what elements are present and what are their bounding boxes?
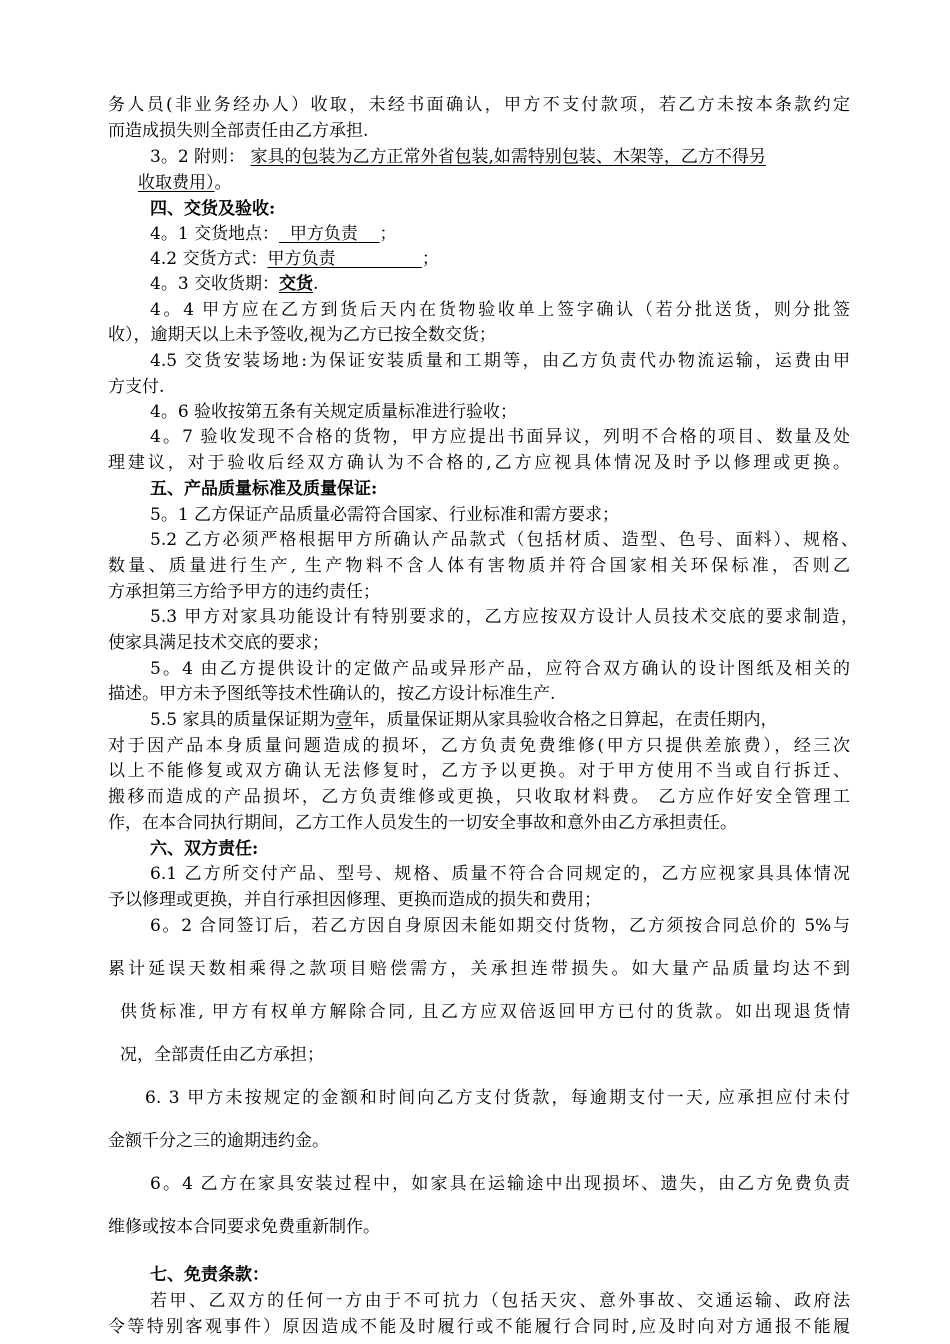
clause-label: 4。3 交收货期： [150,274,280,294]
section-heading-7: 七、免责条款： [150,1265,269,1285]
clause-suffix: 。 [214,173,232,193]
body-text-line: 收），逾期天以上未予签收,视为乙方已按全数交货； [108,325,496,345]
clause-5-4: 5。4 由乙方提供设计的定做产品或异形产品，应符合双方确认的设计图纸及相关的 [150,659,850,679]
clause-4-6: 4。6 验收按第五条有关规定质量标准进行验收； [150,402,518,422]
clause-3-2 [150,144,766,170]
body-text-line: 令等特别客观事件）原因造成不能及时履行或不能履行合同时,应及时向对方通报不能履 [108,1317,850,1337]
body-text-line: 理建议，对于验收后经双方确认为不合格的,乙方应视具体情况及时予以修理或更换。 [108,453,850,473]
clause-7: 若甲、乙双方的任何一方由于不可抗力（包括天灾、意外事故、交通运输、政府法 [150,1291,850,1311]
body-text-line: 而造成损失则全部责任由乙方承担. [108,121,369,141]
section-heading-4: 四、交货及验收: [150,199,276,219]
clause-4-4: 4。4 甲方应在乙方到货后天内在货物验收单上签字确认（若分批送货，则分批签 [150,300,850,320]
clause-suffix: . [313,274,319,294]
clause-fill-in: 壹 [335,710,353,730]
body-text-line: 作，在本合同执行期间，乙方工作人员发生的一切安全事故和意外由乙方承担责任。 [108,813,737,833]
clause-5-3: 5.3 甲方对家具功能设计有特别要求的，乙方应按双方设计人员技术交底的要求制造， [150,607,858,627]
clause-5-5: 5.5 家具的质量保证期为壹年，质量保证期从家具验收合格之日算起，在责任期内， [150,710,778,730]
body-text-line: 搬移而造成的产品损坏，乙方负责维修或更换，只收取材料费。 乙方应作好安全管理工 [108,787,850,807]
clause-5-1: 5。1 乙方保证产品质量必需符合国家、行业标准和需方要求； [150,505,620,525]
clause-label: 4。1 交货地点： [150,224,280,244]
clause-6-4: 6。4 乙方在家具安装过程中，如家具在运输途中出现损坏、遗失，由乙方免费负责 [150,1174,850,1194]
clause-4-3 [150,271,318,297]
clause-fill-in: 甲方负责 [289,224,358,244]
clause-fill-in: 交货 [279,274,314,294]
body-text-line: 维修或按本合同要求免费重新制作。 [108,1217,380,1237]
clause-label: 3。2 附则： [150,147,246,167]
body-text-line: 金额千分之三的逾期违约金。 [108,1131,329,1151]
clause-5-2: 5.2 乙方必须严格根据甲方所确认产品款式（包括材质、造型、色号、面料）、规格、 [150,530,858,550]
body-text-line: 以上不能修复或双方确认无法修复时，乙方予以更换。对于甲方使用不当或自行拆迁、 [108,761,850,781]
clause-fill-in: 家具的包装为乙方正常外省包装,如需特别包装、木架等，乙方不得另 [250,147,766,167]
clause-suffix: ； [379,224,397,244]
body-text-line: 使家具满足技术交底的要求； [108,633,329,653]
clause-4-2 [150,246,439,272]
body-text-line: 方支付. [108,377,165,397]
body-text-line: 予以修理或更换，并自行承担因修理、更换而造成的损失和费用； [108,890,601,910]
body-text-line: 况，全部责任由乙方承担； [120,1045,324,1065]
body-text-line: 数量、质量进行生产, 生产物料不含人体有害物质并符合国家相关环保标准，否则乙 [108,556,850,576]
clause-6-3: 6. 3 甲方未按规定的金额和时间向乙方支付货款，每逾期支付一天, 应承担应付未付 [145,1088,850,1108]
clause-fill-in: 收取费用） [138,173,215,193]
clause-4-1 [150,221,396,247]
body-text-line: 累计延误天数相乘得之款项目赔偿需方，关承担连带损失。如大量产品质量均达不到 [108,959,850,979]
clause-fill-in: 甲方负责 [267,249,336,269]
section-heading-6: 六、双方责任: [150,839,259,859]
clause-4-7: 4。7 验收发现不合格的货物，甲方应提出书面异议，列明不合格的项目、数量及处 [150,427,850,447]
clause-6-2: 6。2 合同签订后，若乙方因自身原因未能如期交付货物，乙方须按合同总价的 5%与 [150,916,850,936]
clause-3-2-cont [138,170,232,196]
body-text-line: 方承担第三方给予甲方的违约责任； [108,582,380,602]
section-heading-5: 五、产品质量标准及质量保证: [150,479,378,499]
body-text-line: 描述。甲方未予图纸等技术性确认的，按乙方设计标准生产. [108,684,556,704]
body-text-line: 务人员(非业务经办人）收取，未经书面确认，甲方不支付款项，若乙方未按本条款约定 [108,95,850,115]
body-text-line: 供货标准, 甲方有权单方解除合同, 且乙方应双倍返回甲方已付的货款。如出现退货情 [120,1002,850,1022]
clause-4-5: 4.5 交货安装场地:为保证安装质量和工期等，由乙方负责代办物流运输，运费由甲 [150,351,850,371]
body-text-line: 对于因产品本身质量问题造成的损坏，乙方负责免费维修(甲方只提供差旅费），经三次 [108,736,850,756]
clause-6-1: 6.1 乙方所交付产品、型号、规格、质量不符合合同规定的，乙方应视家具具体情况 [150,864,850,884]
clause-suffix: ； [421,249,439,269]
clause-label: 4.2 交货方式： [150,249,268,269]
